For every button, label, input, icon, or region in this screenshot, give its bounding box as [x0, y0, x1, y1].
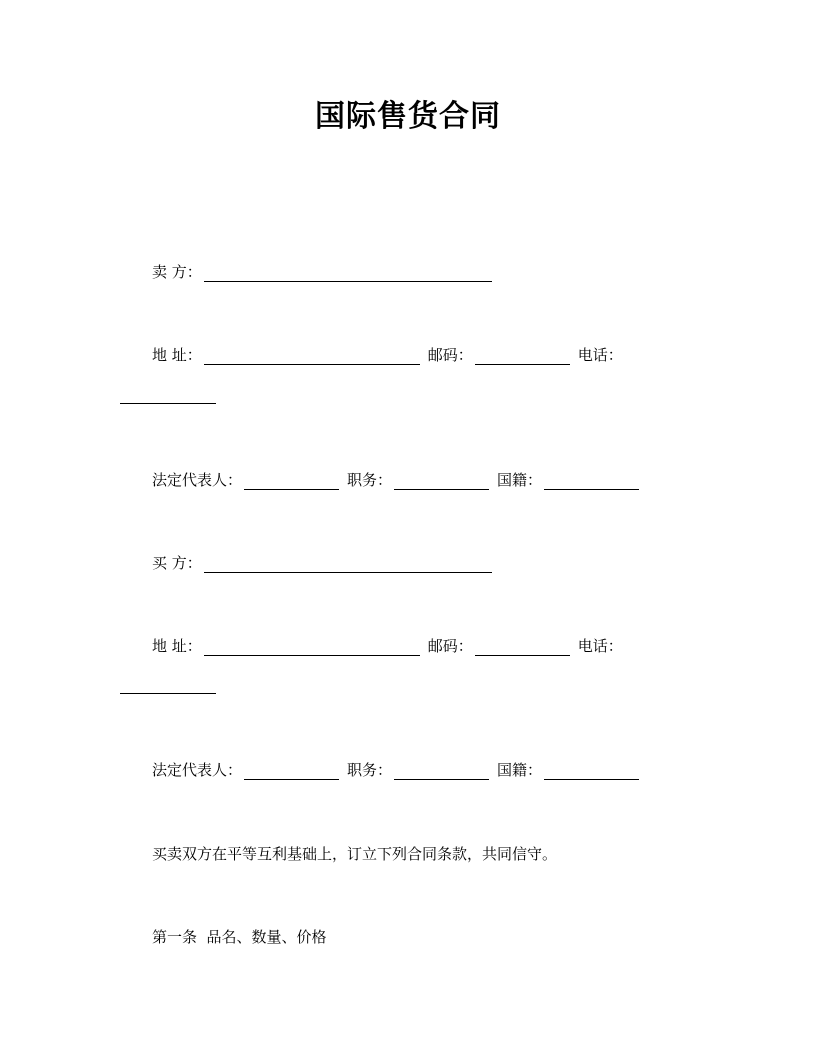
- buyer-position-label: 职务：: [347, 761, 393, 779]
- buyer-postcode-label: 邮码：: [427, 637, 473, 655]
- seller-position-field[interactable]: [394, 472, 489, 490]
- buyer-position-field[interactable]: [394, 762, 489, 780]
- buyer-address-label: 地 址：: [152, 637, 202, 655]
- buyer-address-line: [152, 636, 623, 656]
- buyer-phone-field[interactable]: [120, 693, 216, 694]
- buyer-nationality-field[interactable]: [544, 762, 639, 780]
- seller-address-label: 地 址：: [152, 346, 202, 364]
- seller-nationality-label: 国籍：: [497, 471, 543, 489]
- seller-phone-label: 电话：: [577, 346, 623, 364]
- seller-label: 卖 方：: [152, 263, 202, 281]
- seller-line: [152, 262, 500, 282]
- seller-rep-field[interactable]: [244, 472, 339, 490]
- article-1-heading: 第一条 品名、数量、价格: [152, 928, 327, 946]
- buyer-phone-label: 电话：: [577, 637, 623, 655]
- buyer-line: [152, 553, 500, 573]
- buyer-rep-label: 法定代表人：: [152, 761, 243, 779]
- buyer-rep-field[interactable]: [244, 762, 339, 780]
- buyer-name-field[interactable]: [204, 555, 492, 573]
- seller-rep-label: 法定代表人：: [152, 471, 243, 489]
- seller-postcode-field[interactable]: [475, 347, 570, 365]
- buyer-postcode-field[interactable]: [475, 638, 570, 656]
- intro-paragraph: 买卖双方在平等互利基础上，订立下列合同条款，共同信守。: [152, 845, 558, 863]
- buyer-address-field[interactable]: [204, 638, 420, 656]
- seller-nationality-field[interactable]: [544, 472, 639, 490]
- seller-position-label: 职务：: [347, 471, 393, 489]
- seller-name-field[interactable]: [204, 264, 492, 282]
- buyer-rep-line: [152, 760, 647, 780]
- buyer-nationality-label: 国籍：: [497, 761, 543, 779]
- seller-rep-line: [152, 470, 647, 490]
- seller-address-field[interactable]: [204, 347, 420, 365]
- document-title: 国际售货合同: [315, 99, 501, 134]
- seller-phone-field[interactable]: [120, 403, 216, 404]
- seller-address-line: [152, 345, 623, 365]
- seller-postcode-label: 邮码：: [427, 346, 473, 364]
- buyer-label: 买 方：: [152, 554, 202, 572]
